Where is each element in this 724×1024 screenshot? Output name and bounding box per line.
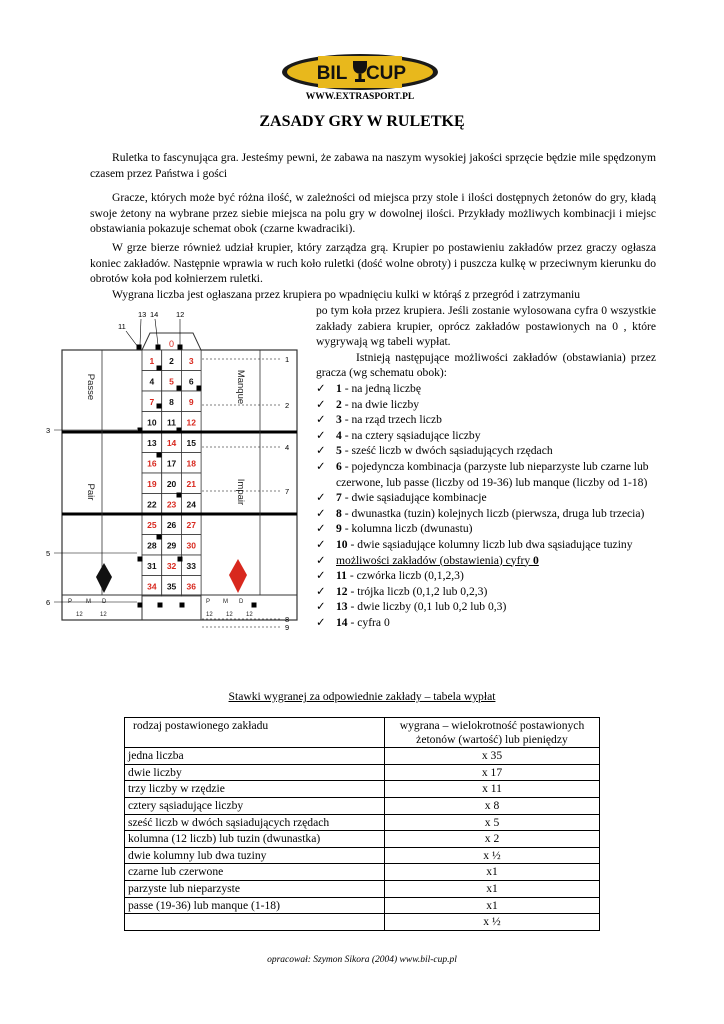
number-label: 15 [186,438,196,448]
chip-marker [180,603,185,608]
number-label: 24 [186,499,196,510]
chip-marker [158,603,163,608]
bottom-left-label: 12 [76,612,83,618]
table-row [125,814,600,831]
check-icon: ✓ [316,397,326,411]
bet-type-cell: dwie liczby [125,764,385,781]
number-label: 21 [186,479,196,489]
bet-option-text: - dwie sąsiadujące kombinacje [341,491,487,505]
zero-rule-text: po tym koła przez krupiera. Jeśli zostanie wylosowana cyfra 0 wszystkie zakłady zabiera krupier, oprócz zakładów postawionych na 0 , które wygrywają wg tabeli wypłat. [316,304,656,349]
bet-option-number: 1 [336,381,342,395]
number-label: 34 [147,581,157,592]
table-row [125,864,600,881]
bet-option-number: 3 [336,413,342,427]
payout-cell: x 2 [385,831,600,848]
bet-option [316,381,656,397]
chip-marker [177,493,182,498]
page-title: ZASADY GRY W RULETKĘ [259,113,465,130]
bet-type-cell: parzyste lub nieparzyste [125,880,385,897]
table-row [125,914,600,931]
payout-table-header [125,718,600,748]
bet-option [316,584,656,600]
payout-cell: x ½ [385,847,600,864]
table-row [125,880,600,897]
chip-marker [137,345,142,350]
bet-option-text: - cyfra 0 [347,615,390,629]
bet-option-number: 13 [336,600,348,614]
bottom-right-label: 12 [226,612,233,618]
winning-paragraph: Wygrana liczba jest ogłaszana przez krupiera po wpadnięciu kulki w którąś z przegród i zatrzymaniu [112,288,581,301]
bet-option-text: - sześć liczb w dwóch sąsiadujących rzędach [341,444,553,458]
bottom-right-label: M [223,599,228,605]
right-column [316,303,656,630]
bet-option-number: 2 [336,397,342,411]
bottom-left-label: M [86,599,91,605]
bet-option-number: 14 [336,615,348,629]
bet-option [316,568,656,584]
table-row [125,748,600,765]
check-icon: ✓ [316,569,326,583]
table-row [125,764,600,781]
bet-type-cell: dwie kolumny lub dwa tuziny [125,847,385,864]
zero-heading-number: 0 [533,553,539,567]
bottom-left-label: D [102,599,107,605]
number-label: 20 [166,479,177,489]
chip-marker [252,603,257,608]
bet-option-text: - dwie liczby (0,1 lub 0,2 lub 0,3) [347,600,507,614]
bet-type-cell: kolumna (12 liczb) lub tuzin (dwunastka) [125,831,385,848]
payout-cell: x ½ [385,914,600,931]
bet-option [316,615,656,631]
zero-label: 0 [168,339,175,349]
bet-option-number: 4 [336,428,342,442]
marker-label: 4 [285,443,290,452]
marker-label: 8 [285,615,290,624]
bet-option-text: - na jedną liczbę [341,381,421,395]
bet-option-number: 9 [336,522,342,536]
bet-option [316,443,656,459]
black-diamond-icon [96,563,112,593]
number-label: 23 [166,499,177,510]
number-label: 7 [149,397,155,407]
number-label: 25 [147,520,157,530]
check-icon: ✓ [316,600,326,614]
check-icon: ✓ [316,428,326,442]
pair-label: Pair [85,483,96,501]
number-label: 33 [186,561,196,571]
number-label: 18 [186,458,196,469]
marker-leader [140,319,141,345]
chip-marker [177,428,182,433]
number-label: 16 [147,458,157,469]
check-icon: ✓ [316,584,326,598]
payout-table-caption: Stawki wygranej za odpowiednie zakłady – tabela wypłat [228,690,496,703]
bet-option-text: - kolumna liczb (dwunastu) [341,522,473,536]
payout-table [124,717,600,931]
number-label: 32 [166,561,177,571]
bottom-left-label: 12 [100,612,107,618]
bottom-right-label: P [206,599,211,605]
bet-option-text: - na cztery sąsiadujące liczby [341,428,481,442]
bet-option-text: - pojedyncza kombinacja (parzyste lub nieparzyste lub czarne lub czerwone, lub passe (liczby od 19-36) lub manque (liczby od 1-18) [336,459,649,489]
table-row [125,847,600,864]
check-icon: ✓ [316,413,326,427]
chip-marker [138,557,143,562]
number-label: 1 [149,356,155,366]
number-label: 28 [147,540,157,551]
payout-cell: x1 [385,897,600,914]
impair-label: Impair [235,478,246,506]
number-label: 19 [147,479,157,489]
cup-icon [280,52,440,92]
bet-option-number: 10 [336,537,348,551]
check-icon: ✓ [316,491,326,505]
chip-marker [157,535,162,540]
players-paragraph: Gracze, których może być różna ilość, w zależności od miejsca przy stole i ilości dostępnych żetonów do gry, kładą swoje żetony na wybrane przez siebie miejsca na polu gry w dowolnej ilości. Przykłady możliwych kombinacji i miejsc obstawiania pokazuje schemat obok (czarne kwadraciki). [90,191,656,236]
manque-label: Manque [235,369,246,405]
marker-label: 5 [46,549,51,558]
check-icon: ✓ [316,444,326,458]
intro-paragraph: Ruletka to fascynująca gra. Jesteśmy pewni, że zabawa na naszym wysokiej jakości sprzęcie będzie mile spędzonym czasem przez Państwa i gości [90,151,656,180]
header-bet-type: rodzaj postawionego zakładu [125,718,385,748]
passe-label: Passe [85,373,96,401]
bet-option-number: 12 [336,584,348,598]
number-label: 6 [188,376,194,387]
bet-type-cell: trzy liczby w rzędzie [125,781,385,798]
number-label: 9 [188,397,194,407]
payout-cell: x 35 [385,748,600,765]
check-icon: ✓ [316,537,326,551]
bet-option-text: - dwunastka (tuzin) kolejnych liczb (pierwsza, druga lub trzecia) [341,506,645,520]
chip-marker [197,386,202,391]
payout-cell: x 8 [385,797,600,814]
check-icon: ✓ [316,506,326,520]
number-label: 4 [149,376,155,387]
chip-marker [138,603,143,608]
number-label: 35 [166,581,177,592]
number-label: 14 [166,438,177,448]
number-label: 26 [166,520,177,530]
chip-marker [157,453,162,458]
bet-option-text: - na dwie liczby [341,397,420,411]
payout-cell: x 17 [385,764,600,781]
bet-options-list [316,381,656,553]
payout-cell: x 5 [385,814,600,831]
bet-option [316,412,656,428]
marker-label: 2 [285,401,290,410]
marker-label: 14 [150,310,159,319]
chip-marker [177,386,182,391]
croupier-paragraph: W grze bierze również udział krupier, który zarządza grą. Krupier po postawieniu zakładów przez graczy ogłasza koniec zakładów. Następnie wprawia w ruch koło ruletki (dość wolne obroty) i puszcza kulkę w przeciwnym kierunku do obrotów koła pod kołnierzem ruletki. [90,241,656,286]
bet-option [316,490,656,506]
table-row [125,831,600,848]
red-diamond-icon [229,559,247,593]
zero-heading [316,553,656,569]
bet-type-cell: czarne lub czerwone [125,864,385,881]
table-row [125,781,600,798]
options-intro: Istnieją następujące możliwości zakładów (obstawiania) przez gracza (wg schematu obok): [316,350,656,380]
check-icon: ✓ [316,381,326,395]
number-label: 36 [186,581,196,592]
bet-option [316,599,656,615]
bet-type-cell: sześć liczb w dwóch sąsiadujących rzędach [125,814,385,831]
number-label: 31 [147,561,157,571]
marker-label: 11 [118,322,126,331]
zero-heading-list [316,553,656,569]
payout-cell: x1 [385,864,600,881]
number-label: 13 [147,438,157,448]
check-icon: ✓ [316,459,326,473]
marker-label: 7 [285,487,290,496]
number-label: 11 [167,417,177,428]
chip-marker [178,345,183,350]
marker-label: 13 [138,310,147,319]
chip-marker [178,557,183,562]
svg-text:CUP: CUP [365,63,407,84]
footer-credit: opracował: Szymon Sikora (2004) www.bil-cup.pl [267,955,457,965]
bet-type-cell: jedna liczba [125,748,385,765]
bet-type-cell [125,914,385,931]
bet-option-text: - trójka liczb (0,1,2 lub 0,2,3) [347,584,488,598]
marker-label: 3 [46,426,51,435]
number-label: 3 [188,356,194,366]
number-label: 17 [166,458,177,469]
bet-option-text: - dwie sąsiadujące kolumny liczb lub dwa sąsiadujące tuziny [347,537,633,551]
bottom-right-label: D [239,599,244,605]
bet-option [316,459,656,490]
number-label: 27 [186,520,196,530]
marker-label: 1 [285,355,290,364]
svg-text:BIL: BIL [316,63,348,84]
table-row [125,797,600,814]
header-payout: wygrana – wielokrotność postawionych żetonów (wartość) lub pieniędzy [385,718,600,748]
number-label: 12 [186,417,196,428]
chip-marker [156,345,161,350]
bet-option [316,428,656,444]
bottom-left-label: P [68,599,73,605]
number-label: 10 [147,417,157,428]
bet-option [316,537,656,553]
check-icon: ✓ [316,615,326,629]
bet-option [316,521,656,537]
website-url: WWW.EXTRASPORT.PL [305,92,415,102]
bet-option-number: 6 [336,459,342,473]
chip-marker [138,428,143,433]
bet-option-number: 5 [336,444,342,458]
bet-option-text: - czwórka liczb (0,1,2,3) [346,569,464,583]
number-label: 22 [147,499,157,510]
chip-marker [157,366,162,371]
roulette-layout-diagram [42,305,304,645]
check-icon: ✓ [316,553,326,567]
payout-cell: x1 [385,880,600,897]
number-label: 30 [186,540,196,551]
bet-option [316,397,656,413]
marker-label: 6 [46,598,51,607]
bottom-right-label: 12 [206,612,213,618]
marker-label: 9 [285,623,290,632]
marker-label: 12 [176,310,185,319]
number-label: 29 [166,540,177,551]
bottom-right-label: 12 [246,612,253,618]
payout-cell: x 11 [385,781,600,798]
bet-type-cell: passe (19-36) lub manque (1-18) [125,897,385,914]
bet-type-cell: cztery sąsiadujące liczby [125,797,385,814]
number-label: 8 [169,397,174,407]
check-icon: ✓ [316,522,326,536]
number-label: 5 [169,376,174,387]
zero-heading-text: możliwości zakładów (obstawienia) cyfry [336,553,534,567]
chip-marker [157,404,162,409]
zero-options-list [316,568,656,630]
bet-option-number: 11 [336,569,347,583]
bet-option-number: 7 [336,491,342,505]
table-row [125,897,600,914]
bet-option [316,506,656,522]
number-label: 2 [169,356,174,366]
bet-option-text: - na rząd trzech liczb [341,413,442,427]
marker-leader [126,331,138,347]
bet-option-number: 8 [336,506,342,520]
